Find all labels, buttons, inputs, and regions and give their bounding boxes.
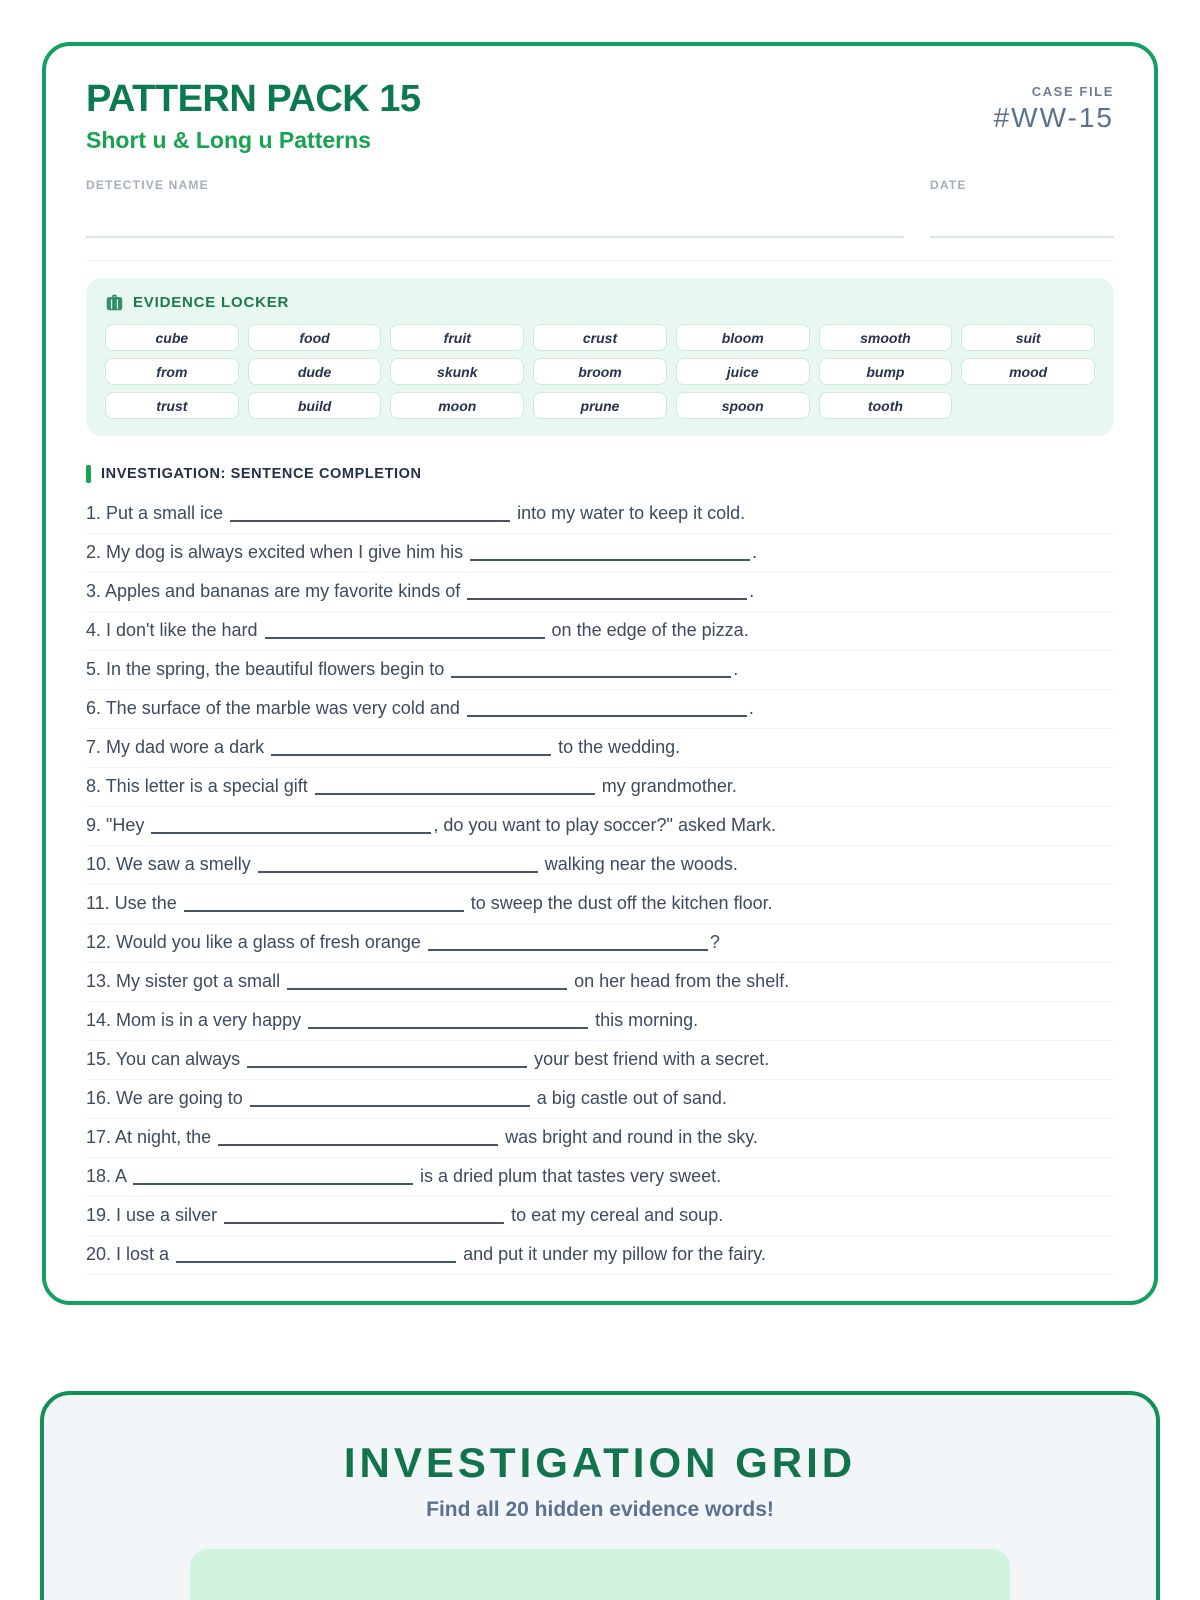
sentence-text-post: . (752, 542, 758, 562)
detective-name-input[interactable] (86, 236, 904, 238)
page-title: PATTERN PACK 15 (86, 78, 421, 120)
sentence-row (86, 1080, 1114, 1119)
evidence-word-chip: crust (533, 324, 667, 351)
answer-blank[interactable] (218, 1141, 498, 1146)
sentence-text-pre: 7. My dad wore a dark (86, 737, 270, 757)
evidence-word-chip: dude (248, 358, 382, 385)
sentence-text-post: to the wedding. (553, 737, 681, 757)
sentence-text-post: your best friend with a secret. (529, 1049, 770, 1069)
evidence-word-chip: prune (533, 392, 667, 419)
sentence-text-pre: 20. I lost a (86, 1244, 175, 1264)
answer-blank[interactable] (428, 946, 708, 951)
sentence-text-pre: 3. Apples and bananas are my favorite kinds of (86, 581, 466, 601)
evidence-word-chip: cube (105, 324, 239, 351)
sentence-row (86, 1158, 1114, 1197)
sentence-row (86, 729, 1114, 768)
date-input[interactable] (930, 236, 1114, 238)
sentence-row (86, 1119, 1114, 1158)
sentence-row (86, 573, 1114, 612)
sentence-text-post: to sweep the dust off the kitchen floor. (465, 893, 773, 913)
sentence-text-post: to eat my cereal and soup. (506, 1205, 724, 1225)
evidence-word-chip: suit (961, 324, 1095, 351)
evidence-word-chip: from (105, 358, 239, 385)
sentence-text-post: this morning. (590, 1010, 699, 1030)
briefcase-icon (105, 294, 124, 311)
sentence-row (86, 534, 1114, 573)
answer-blank[interactable] (287, 985, 567, 990)
sentence-text-pre: 16. We are going to (86, 1088, 248, 1108)
sentence-text-pre: 8. This letter is a special gift (86, 776, 313, 796)
answer-blank[interactable] (308, 1024, 588, 1029)
sentence-text-pre: 19. I use a silver (86, 1205, 223, 1225)
investigation-grid-subtitle: Find all 20 hidden evidence words! (426, 1498, 774, 1521)
sentence-text-post: on her head from the shelf. (569, 971, 790, 991)
sentence-text-pre: 13. My sister got a small (86, 971, 286, 991)
answer-blank[interactable] (250, 1102, 530, 1107)
worksheet-page (0, 42, 1200, 1600)
sentence-text-pre: 4. I don't like the hard (86, 620, 263, 640)
answer-blank[interactable] (258, 868, 538, 873)
evidence-word-chip: smooth (819, 324, 953, 351)
answer-blank[interactable] (467, 712, 747, 717)
word-search-grid (190, 1549, 1010, 1600)
sentence-text-pre: 12. Would you like a glass of fresh orange (86, 932, 426, 952)
section-accent-bar (86, 465, 91, 483)
investigation-grid-card (40, 1391, 1160, 1600)
sentence-text-pre: 6. The surface of the marble was very cold and (86, 698, 465, 718)
answer-blank[interactable] (451, 673, 731, 678)
answer-blank[interactable] (133, 1180, 413, 1185)
worksheet-header (86, 80, 1114, 154)
sentence-row (86, 651, 1114, 690)
evidence-word-chip: trust (105, 392, 239, 419)
evidence-locker (86, 278, 1114, 436)
sentence-row (86, 612, 1114, 651)
sentence-text-pre: 9. "Hey (86, 815, 150, 835)
sentence-text-post: a big castle out of sand. (531, 1088, 727, 1108)
case-file-block (994, 80, 1114, 134)
sentence-row (86, 690, 1114, 729)
sentence-text-post: on the edge of the pizza. (546, 620, 749, 640)
sentence-text-pre: 10. We saw a smelly (86, 854, 256, 874)
case-file-label: CASE FILE (1031, 84, 1114, 99)
sentence-text-pre: 5. In the spring, the beautiful flowers begin to (86, 659, 450, 679)
evidence-word-chip: mood (961, 358, 1095, 385)
sentence-text-pre: 14. Mom is in a very happy (86, 1010, 307, 1030)
evidence-word-chip: broom (533, 358, 667, 385)
detective-name-field (86, 178, 904, 238)
header-titles (86, 80, 421, 154)
evidence-word-chip: food (248, 324, 382, 351)
page-subtitle: Short u & Long u Patterns (86, 127, 371, 153)
sentence-row (86, 924, 1114, 963)
evidence-word-chip: fruit (390, 324, 524, 351)
sentence-row (86, 1041, 1114, 1080)
name-date-row (86, 178, 1114, 238)
detective-name-label: DETECTIVE NAME (86, 178, 209, 192)
sentence-text-pre: 17. At night, the (86, 1127, 217, 1147)
evidence-word-bank (105, 324, 1095, 419)
evidence-locker-title: EVIDENCE LOCKER (133, 294, 290, 311)
evidence-word-chip: juice (676, 358, 810, 385)
sentence-text-pre: 11. Use the (86, 893, 182, 913)
evidence-word-chip: tooth (819, 392, 953, 419)
sentence-row (86, 495, 1114, 534)
evidence-word-chip: bloom (676, 324, 810, 351)
sentence-row (86, 1002, 1114, 1041)
evidence-locker-header (105, 294, 1095, 311)
sentence-row (86, 1236, 1114, 1275)
sentence-row (86, 885, 1114, 924)
answer-blank[interactable] (315, 790, 595, 795)
answer-blank[interactable] (247, 1063, 527, 1068)
answer-blank[interactable] (265, 634, 545, 639)
sentence-row (86, 807, 1114, 846)
evidence-word-chip: skunk (390, 358, 524, 385)
answer-blank[interactable] (230, 517, 510, 522)
investigation-section-header (86, 465, 1114, 483)
sentence-text-post: was bright and round in the sky. (500, 1127, 758, 1147)
sentence-text-pre: 15. You can always (86, 1049, 246, 1069)
sentence-text-post: walking near the woods. (539, 854, 738, 874)
sentence-text-post: . (748, 698, 754, 718)
answer-blank[interactable] (224, 1219, 504, 1224)
case-file-number: #WW-15 (993, 102, 1114, 133)
answer-blank[interactable] (184, 907, 464, 912)
date-field (930, 178, 1114, 238)
answer-blank[interactable] (470, 556, 750, 561)
answer-blank[interactable] (151, 829, 431, 834)
section-title: INVESTIGATION: SENTENCE COMPLETION (101, 466, 422, 482)
evidence-word-chip: build (248, 392, 382, 419)
sentence-text-post: ? (709, 932, 720, 952)
sentence-text-post: . (749, 581, 755, 601)
sentence-text-pre: 18. A (86, 1166, 132, 1186)
sentence-row (86, 846, 1114, 885)
investigation-grid-title: INVESTIGATION GRID (343, 1439, 857, 1486)
sentence-text-post: , do you want to play soccer?" asked Mark. (433, 815, 776, 835)
pattern-pack-card (42, 42, 1158, 1305)
sentence-text-post: . (733, 659, 739, 679)
sentence-row (86, 1197, 1114, 1236)
answer-blank[interactable] (271, 751, 551, 756)
evidence-word-chip: moon (390, 392, 524, 419)
sentence-text-pre: 1. Put a small ice (86, 503, 229, 523)
answer-blank[interactable] (176, 1258, 456, 1263)
sentence-text-post: into my water to keep it cold. (512, 503, 746, 523)
sentence-text-post: is a dried plum that tastes very sweet. (415, 1166, 722, 1186)
evidence-word-chip: bump (819, 358, 953, 385)
answer-blank[interactable] (467, 595, 747, 600)
sentence-row (86, 768, 1114, 807)
sentence-text-post: my grandmother. (596, 776, 737, 796)
sentence-row (86, 963, 1114, 1002)
evidence-word-chip: spoon (676, 392, 810, 419)
header-divider (86, 260, 1114, 261)
sentence-text-post: and put it under my pillow for the fairy. (458, 1244, 766, 1264)
date-label: DATE (930, 178, 967, 192)
sentence-completion-list (86, 495, 1114, 1275)
sentence-text-pre: 2. My dog is always excited when I give him his (86, 542, 469, 562)
